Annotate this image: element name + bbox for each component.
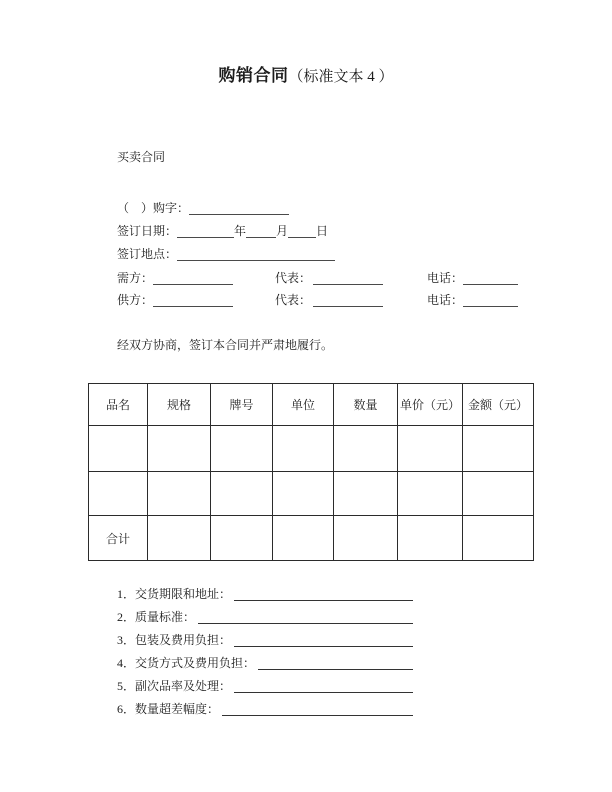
- table-cell: [273, 472, 334, 516]
- sign-place-blank: [177, 246, 335, 261]
- document-title-suffix: （标准文本 4 ）: [288, 69, 394, 85]
- table-cell: [211, 472, 273, 516]
- term-label: 3．包装及费用负担：: [117, 633, 232, 647]
- table-cell: [273, 426, 334, 472]
- purchase-no-label: （ ）购字：: [117, 201, 190, 215]
- supplier-phone-label: 电话：: [427, 293, 464, 307]
- goods-table: [88, 383, 534, 561]
- table-cell: [148, 516, 211, 561]
- sign-date-day-blank: [288, 223, 316, 238]
- document-title: [0, 64, 612, 89]
- buyer-rep-blank: [313, 270, 383, 285]
- table-cell: [398, 472, 463, 516]
- buyer-name-blank: [153, 270, 233, 285]
- purchase-no-blank: [189, 200, 289, 215]
- sign-date-label: 签订日期：: [117, 224, 178, 238]
- term-blank: [234, 678, 413, 693]
- table-cell: [463, 426, 534, 472]
- term-label: 2．质量标准：: [117, 610, 196, 624]
- table-cell: [211, 516, 273, 561]
- table-total-label-cell: 合计: [89, 516, 148, 561]
- term-item-packaging-cost: [117, 632, 413, 648]
- table-cell: [398, 426, 463, 472]
- year-label: 年: [234, 224, 247, 238]
- supplier-rep-blank: [313, 292, 383, 307]
- supplier-name-blank: [153, 292, 233, 307]
- table-header-cell: 数量: [334, 384, 398, 426]
- term-label: 5．副次品率及处理：: [117, 679, 232, 693]
- table-cell: [273, 516, 334, 561]
- term-item-delivery-deadline: [117, 586, 413, 602]
- table-header-cell: 单位: [273, 384, 334, 426]
- table-header-row: [89, 384, 534, 426]
- sign-date-month-blank: [246, 223, 276, 238]
- table-row: [89, 426, 534, 472]
- supplier-phone-blank: [463, 292, 518, 307]
- buyer-line: [0, 270, 612, 287]
- sign-place-label: 签订地点：: [117, 247, 178, 261]
- table-header-cell: 金额（元）: [463, 384, 534, 426]
- term-item-quantity-tolerance: [117, 701, 413, 717]
- table-cell: [463, 472, 534, 516]
- table-cell: [211, 426, 273, 472]
- term-item-quality-standard: [117, 609, 413, 625]
- purchase-no-line: [0, 200, 612, 217]
- term-blank: [258, 655, 413, 670]
- term-label: 1．交货期限和地址：: [117, 587, 232, 601]
- term-item-defect-rate: [117, 678, 413, 694]
- subtitle-line: [0, 149, 612, 166]
- supplier-rep-label: 代表：: [275, 293, 312, 307]
- day-label: 日: [316, 224, 329, 238]
- sign-date-year-blank: [177, 223, 234, 238]
- table-cell: [334, 426, 398, 472]
- term-label: 4．交货方式及费用负担：: [117, 656, 256, 670]
- table-cell: [463, 516, 534, 561]
- term-item-delivery-method: [117, 655, 413, 671]
- table-cell: [148, 472, 211, 516]
- table-header-cell: 品名: [89, 384, 148, 426]
- month-label: 月: [276, 224, 289, 238]
- subtitle: 买卖合同: [117, 150, 166, 164]
- agreement-statement: 经双方协商，签订本合同并严肃地履行。: [117, 338, 334, 352]
- supplier-label: 供方：: [117, 293, 154, 307]
- buyer-rep-label: 代表：: [275, 271, 312, 285]
- table-cell: [148, 426, 211, 472]
- sign-date-line: [0, 223, 612, 240]
- term-blank: [234, 586, 413, 601]
- table-cell: [334, 472, 398, 516]
- table-cell: [334, 516, 398, 561]
- table-header-cell: 牌号: [211, 384, 273, 426]
- table-header-cell: 规格: [148, 384, 211, 426]
- table-cell: [398, 516, 463, 561]
- table-cell: [89, 472, 148, 516]
- buyer-phone-blank: [463, 270, 518, 285]
- sign-place-line: [0, 246, 612, 263]
- document-title-main: 购销合同: [218, 66, 289, 85]
- supplier-line: [0, 292, 612, 309]
- table-row: [89, 472, 534, 516]
- terms-list: [117, 586, 413, 724]
- buyer-phone-label: 电话：: [427, 271, 464, 285]
- buyer-label: 需方：: [117, 271, 154, 285]
- term-blank: [222, 701, 413, 716]
- term-blank: [234, 632, 413, 647]
- table-header-cell: 单价（元）: [398, 384, 463, 426]
- table-cell: [89, 426, 148, 472]
- table-total-row: [89, 516, 534, 561]
- term-blank: [198, 609, 413, 624]
- term-label: 6．数量超差幅度：: [117, 702, 220, 716]
